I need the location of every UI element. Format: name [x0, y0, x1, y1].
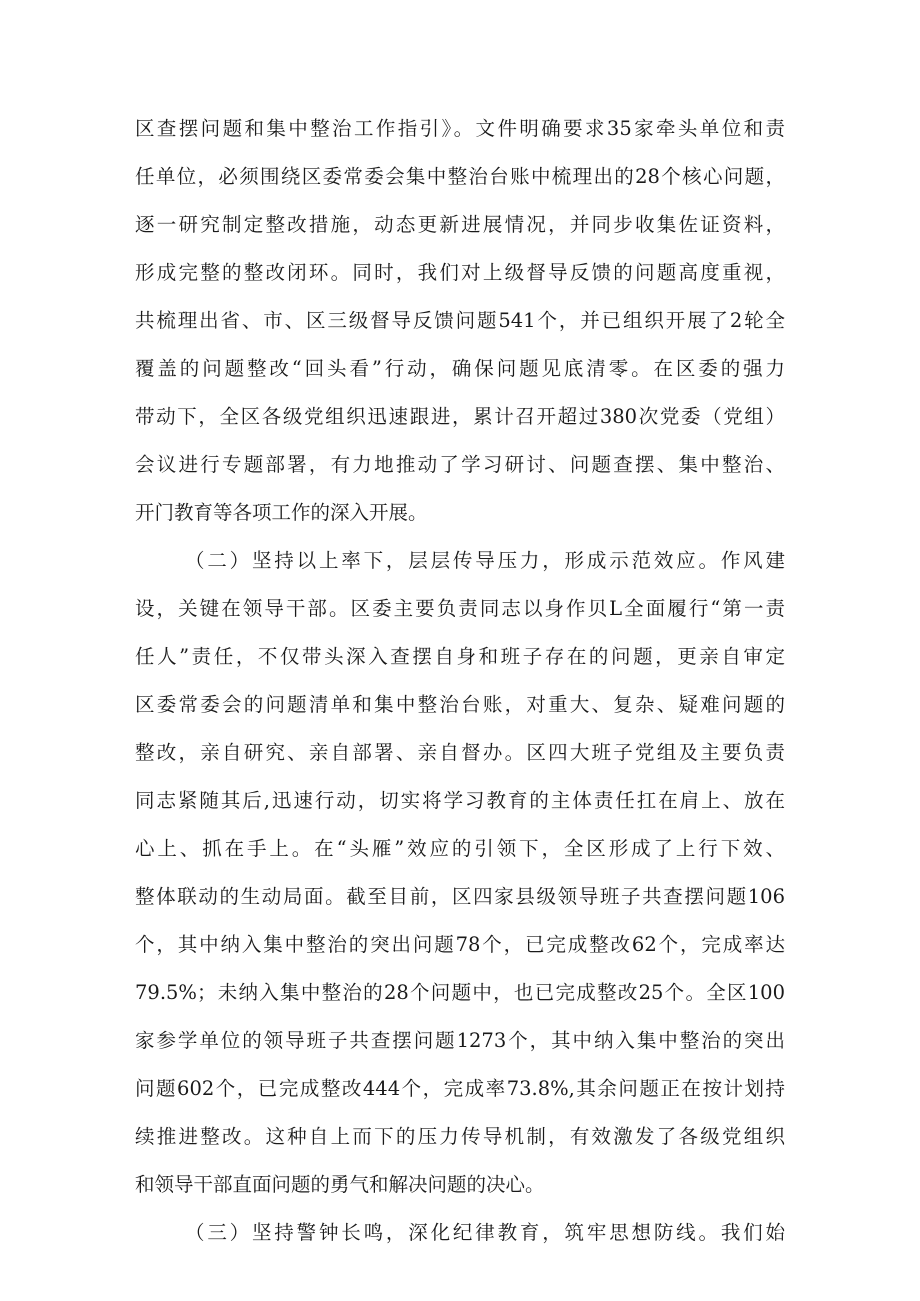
paragraph-1-line-3: 逐一研究制定整改措施，动态更新进展情况，并同步收集佐证资料，	[135, 213, 785, 236]
paragraph-2-line-13: 续推进整改。这种自上而下的压力传导机制，有效激发了各级党组织	[135, 1125, 785, 1148]
paragraph-1-line-2: 任单位，必须围绕区委常委会集中整治台账中梳理出的28个核心问题，	[135, 165, 785, 188]
paragraph-2-line-5: 整改，亲自研究、亲自部署、亲自督办。区四大班子党组及主要负责	[135, 741, 785, 764]
paragraph-1-line-1: 区查摆问题和集中整治工作指引》。文件明确要求35家牵头单位和责	[135, 117, 785, 140]
paragraph-1-line-4: 形成完整的整改闭环。同时，我们对上级督导反馈的问题高度重视，	[135, 261, 785, 284]
paragraph-2-line-10: 79.5%；未纳入集中整治的28个问题中，也已完成整改25个。全区100	[135, 981, 785, 1004]
paragraph-1-line-7: 带动下，全区各级党组织迅速跟进，累计召开超过380次党委（党组）	[135, 405, 785, 428]
paragraph-2-line-9: 个，其中纳入集中整治的突出问题78个，已完成整改62个，完成率达	[135, 933, 785, 956]
paragraph-2-line-4: 区委常委会的问题清单和集中整治台账，对重大、复杂、疑难问题的	[135, 693, 785, 716]
paragraph-1-line-8: 会议进行专题部署，有力地推动了学习研讨、问题查摆、集中整治、	[135, 453, 785, 476]
paragraph-1-line-5: 共梳理出省、市、区三级督导反馈问题541个，并已组织开展了2轮全	[135, 309, 785, 332]
paragraph-1-line-9: 开门教育等各项工作的深入开展。	[135, 501, 428, 524]
paragraph-2-line-8: 整体联动的生动局面。截至目前，区四家县级领导班子共查摆问题106	[135, 885, 785, 908]
paragraph-2-line-2: 设，关键在领导干部。区委主要负责同志以身作贝L全面履行“第一责	[135, 597, 785, 620]
paragraph-2-line-14: 和领导干部直面问题的勇气和解决问题的决心。	[135, 1173, 545, 1196]
paragraph-2-line-11: 家参学单位的领导班子共查摆问题1273个，其中纳入集中整治的突出	[135, 1029, 785, 1052]
paragraph-3-line-1: （三）坚持警钟长鸣，深化纪律教育，筑牢思想防线。我们始	[185, 1221, 785, 1244]
paragraph-2-line-12: 问题602个，已完成整改444个，完成率73.8%,其余问题正在按计划持	[135, 1077, 785, 1100]
paragraph-2-line-1: （二）坚持以上率下，层层传导压力，形成示范效应。作风建	[185, 549, 785, 572]
paragraph-2-line-7: 心上、抓在手上。在“头雁”效应的引领下，全区形成了上行下效、	[135, 837, 785, 860]
paragraph-2-line-6: 同志紧随其后,迅速行动，切实将学习教育的主体责任扛在肩上、放在	[135, 789, 785, 812]
paragraph-1-line-6: 覆盖的问题整改“回头看”行动，确保问题见底清零。在区委的强力	[135, 357, 785, 380]
paragraph-2-line-3: 任人”责任，不仅带头深入查摆自身和班子存在的问题，更亲自审定	[135, 645, 785, 668]
